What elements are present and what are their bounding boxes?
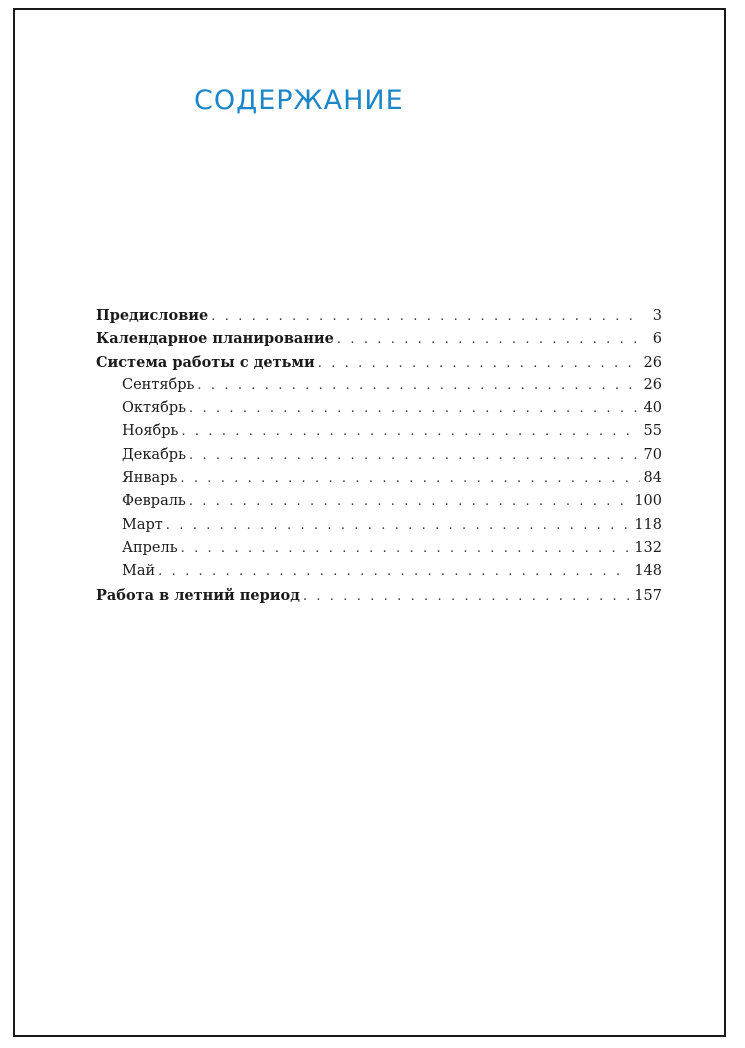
page-title: СОДЕРЖАНИЕ <box>194 85 404 116</box>
toc-entry-label: Май <box>122 563 156 580</box>
dot-leader <box>189 490 630 513</box>
dot-leader <box>189 444 640 467</box>
dot-leader <box>197 374 639 397</box>
dot-leader <box>181 537 631 560</box>
toc-entry-label: Январь <box>122 470 178 487</box>
dot-leader <box>166 514 631 537</box>
toc-subentry[interactable] <box>96 444 662 467</box>
page-frame <box>13 8 726 1037</box>
toc-entry-page: 157 <box>634 587 662 604</box>
dot-leader <box>318 352 640 375</box>
dot-leader <box>211 305 640 328</box>
toc-entry-page: 3 <box>652 308 662 324</box>
toc-entry-page: 40 <box>643 400 662 417</box>
toc-entry-label: Апрель <box>122 539 178 556</box>
toc-entry-label: Ноябрь <box>122 423 179 440</box>
toc-entry-label: Система работы с детьми <box>96 353 315 371</box>
toc-subentry[interactable] <box>96 514 662 537</box>
dot-leader <box>189 397 640 420</box>
toc-entry-page: 84 <box>643 470 662 487</box>
toc-subentry[interactable] <box>96 490 662 513</box>
toc-entry-label: Работа в летний период <box>96 586 300 604</box>
toc-subentry[interactable] <box>96 467 662 490</box>
toc-entry[interactable] <box>96 584 662 607</box>
toc-entry-page: 55 <box>643 423 662 440</box>
dot-leader <box>158 560 630 583</box>
toc-entry-page: 26 <box>643 376 662 393</box>
toc-entry-page: 26 <box>643 354 662 371</box>
toc-entry-label: Сентябрь <box>122 376 195 393</box>
toc-entry-label: Предисловие <box>96 307 209 324</box>
toc-entry-label: Февраль <box>122 493 186 510</box>
table-of-contents <box>96 304 662 607</box>
dot-leader <box>337 328 640 351</box>
toc-entry-page: 132 <box>634 539 662 556</box>
toc-entry-page: 148 <box>634 563 662 580</box>
toc-entry-label: Календарное планирование <box>96 330 334 348</box>
toc-entry-page: 70 <box>643 446 662 463</box>
dot-leader <box>180 467 639 490</box>
toc-subentry[interactable] <box>96 397 662 420</box>
dot-leader <box>181 420 639 443</box>
dot-leader <box>303 585 630 608</box>
toc-entry-label: Октябрь <box>122 400 187 417</box>
toc-entry[interactable] <box>96 351 662 374</box>
toc-subentry[interactable] <box>96 537 662 560</box>
toc-entry-label: Декабрь <box>122 446 186 463</box>
toc-entry-page: 100 <box>634 493 662 510</box>
toc-entry[interactable] <box>96 327 662 350</box>
toc-subentry[interactable] <box>96 420 662 443</box>
toc-subentry[interactable] <box>96 374 662 397</box>
toc-entry[interactable] <box>96 304 662 327</box>
toc-entry-page: 118 <box>634 516 662 533</box>
toc-entry-page: 6 <box>652 331 662 348</box>
toc-entry-label: Март <box>122 516 163 533</box>
toc-subentry[interactable] <box>96 560 662 583</box>
